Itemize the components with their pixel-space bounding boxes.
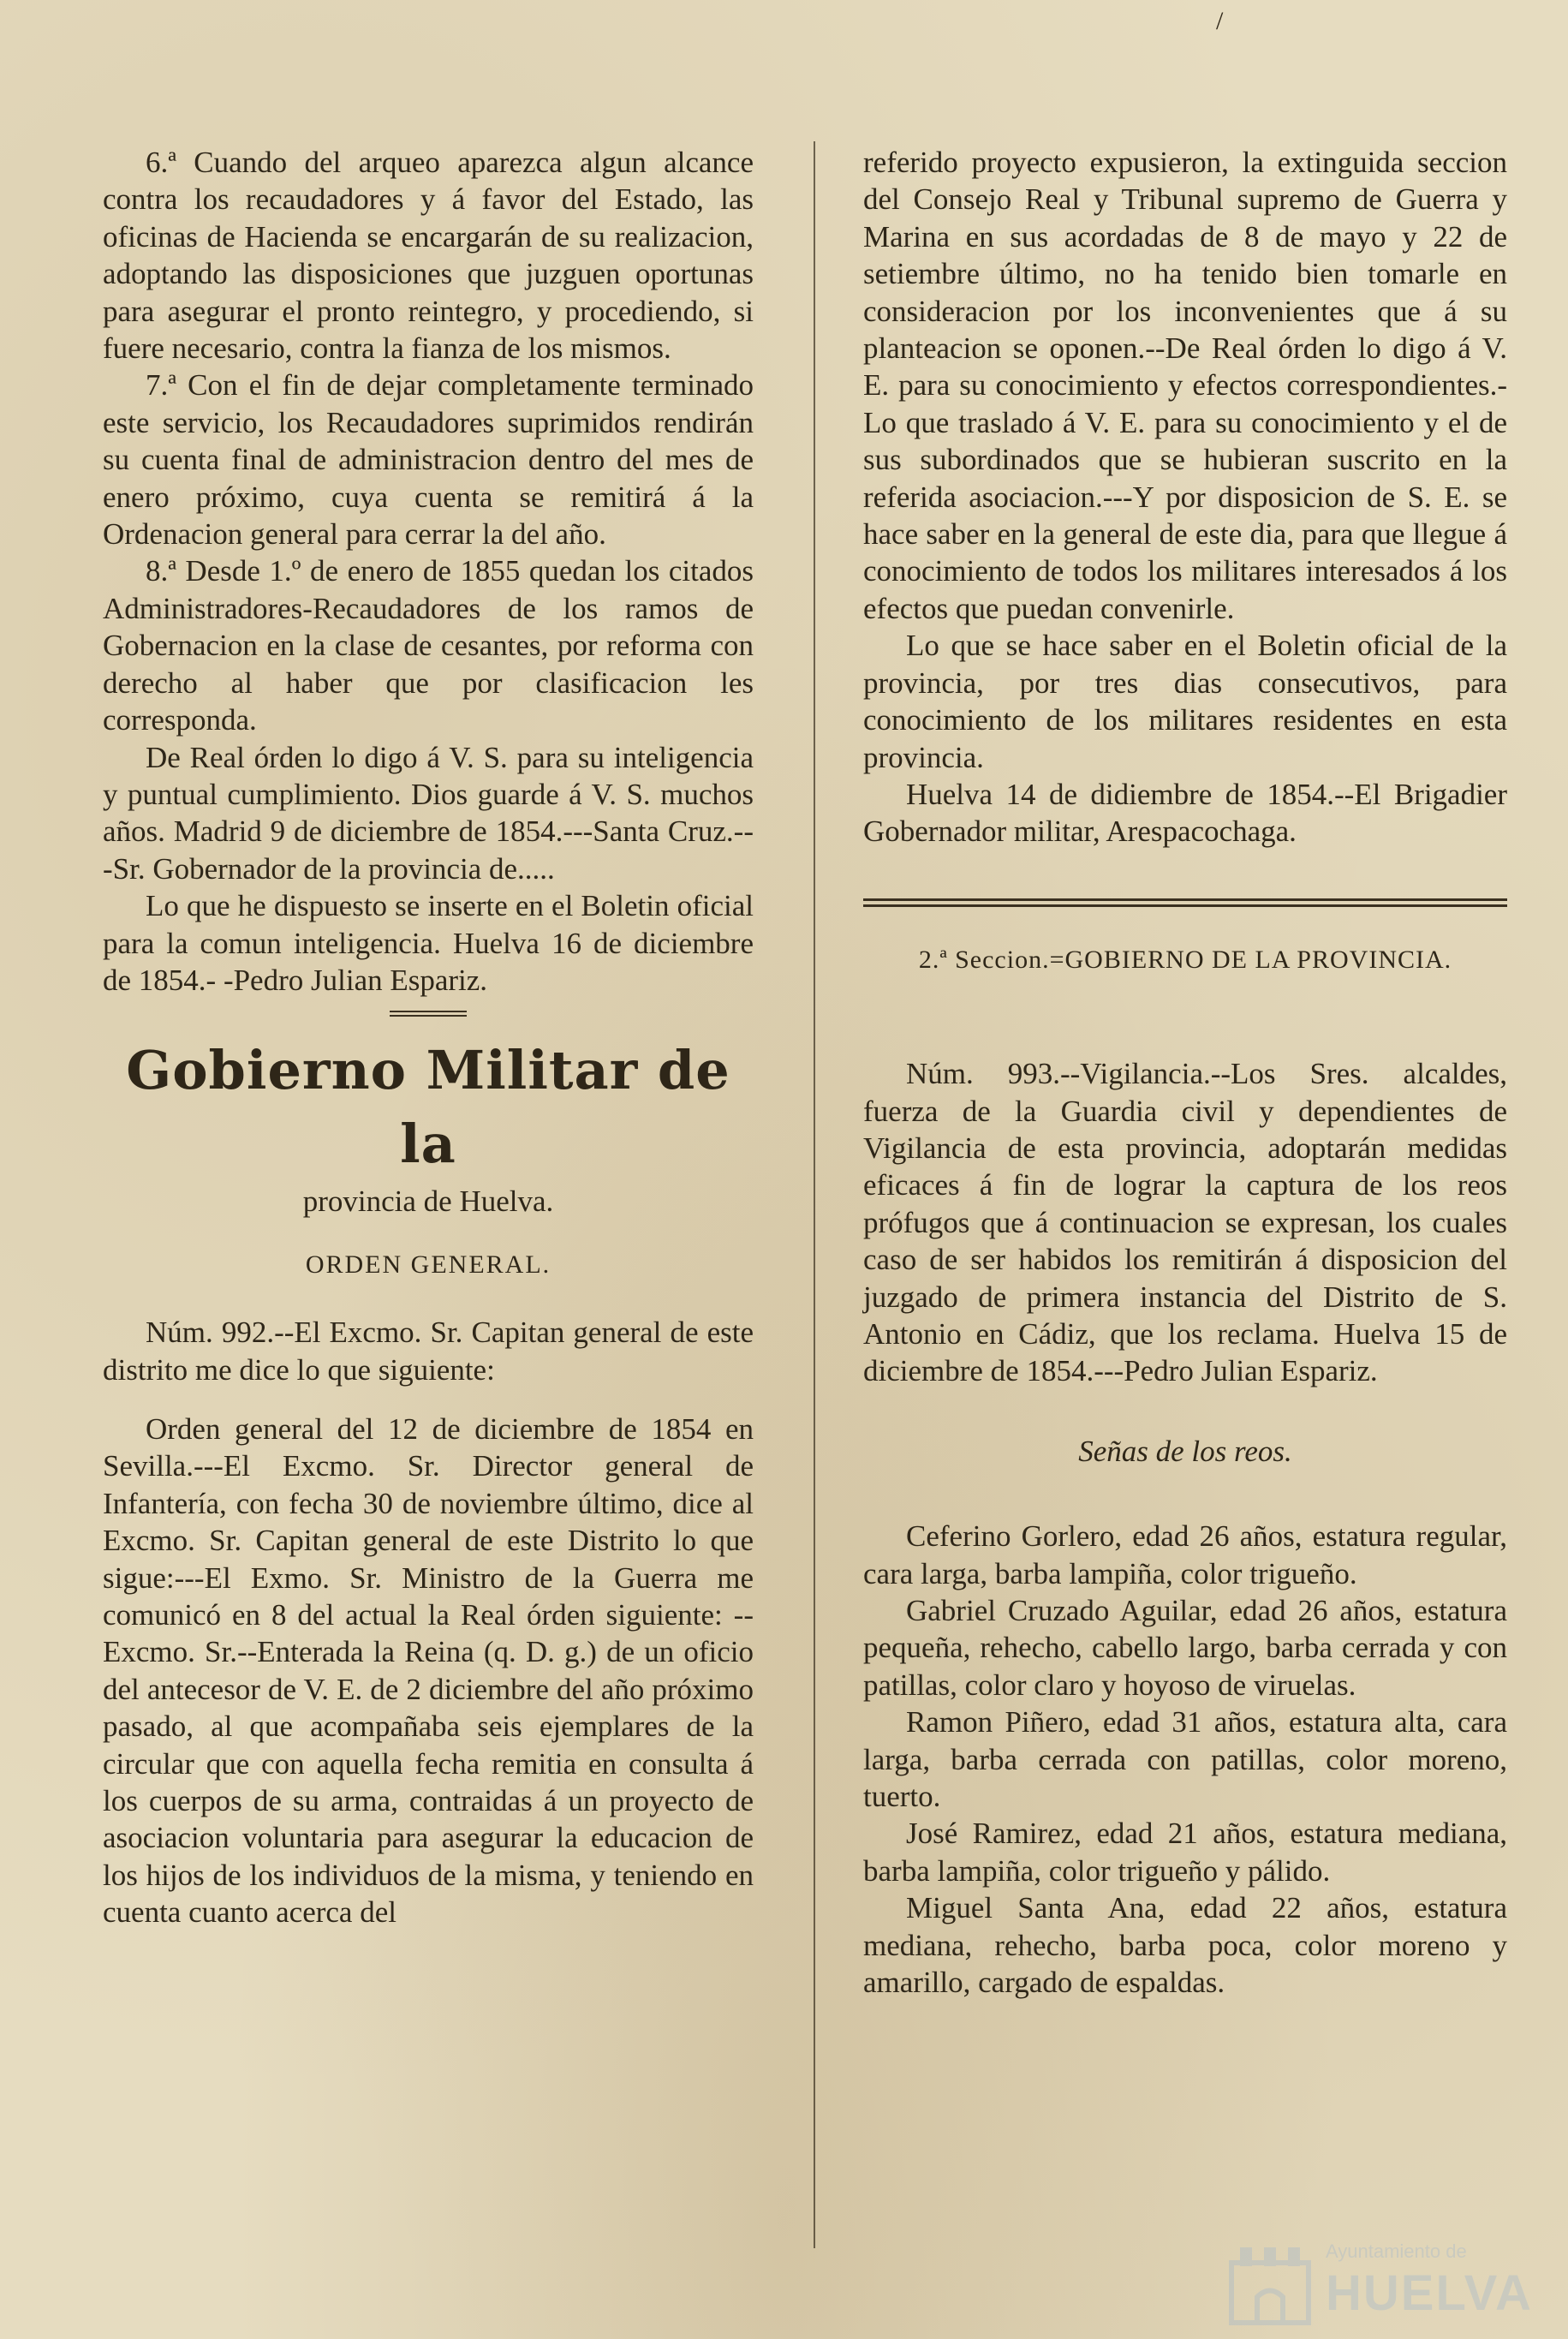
divider — [863, 898, 1507, 907]
list-item: Gabriel Cruzado Aguilar, edad 26 años, estatura pequeña, rehecho, cabello largo, barba cerrada y con patillas, color claro y hoyoso de viruelas. — [863, 1594, 1507, 1702]
list-item: Ramon Piñero, edad 31 años, estatura alta, cara larga, barba cerrada con patillas, color moreno, tuerto. — [863, 1705, 1507, 1814]
watermark-big-text: HUELVA — [1326, 2265, 1533, 2321]
paragraph: Lo que se hace saber en el Boletin oficial de la provincia, por tres dias consecutivos, para conocimiento de los militares residentes en esta provincia. — [863, 629, 1507, 774]
section-subtitle: provincia de Huelva. — [302, 1184, 554, 1219]
watermark — [1223, 2237, 1533, 2331]
paragraph: De Real órden lo digo á V. S. para su inteligencia y puntual cumplimiento. Dios guarde á V. S. muchos años. Madrid 9 de diciembre de 1854.---Santa Cruz.---Sr. Gobernador de la provincia de..... — [103, 740, 754, 886]
watermark-small-text: Ayuntamiento de — [1326, 2241, 1467, 2262]
paragraph: 8.ª Desde 1.º de enero de 1855 quedan los citados Administradores-Recaudadores de los ramos de Gobernacion en la clase de cesantes, por reforma con derecho al haber que por clasificacion les corresponda. — [103, 554, 754, 737]
senas-heading: Señas de los reos. — [1078, 1434, 1292, 1468]
paragraph: Orden general del 12 de diciembre de 1854 en Sevilla.---El Excmo. Sr. Director general de Infantería, con fecha 30 de noviembre último, dice al Excmo. Sr. Capitan general de este Distrito lo que sigue:---El Exmo. Sr. Ministro de la Guerra me comunicó en 8 del actual la Real órden siguiente: --Excmo. Sr.--Enterada la Reina (q. D. g.) de un oficio del antecesor de V. E. de 2 diciembre del año próximo pasado, al que acompañaba seis ejemplares de la circular que con aquella fecha remitia en consulta á los cuerpos de su arma, contraidas á un proyecto de asociacion voluntaria para asegurar la educacion de los hijos de los individuos de la misma, y teniendo en cuenta cuanto acerca del — [103, 1411, 754, 1930]
paragraph: Núm. 992.--El Excmo. Sr. Capitan general de este distrito me dice lo que siguiente: — [103, 1316, 754, 1387]
paragraph: 7.ª Con el fin de dejar completamente terminado este servicio, los Recaudadores suprimidos rendirán su cuenta final de administracion dentro del mes de enero próximo, cuya cuenta se remitirá á la Ordenacion general para cerrar la del año. — [103, 368, 754, 552]
left-column — [103, 144, 754, 1931]
paragraph: Huelva 14 de didiembre de 1854.--El Brigadier Gobernador militar, Arespacochaga. — [863, 777, 1507, 849]
orden-heading: ORDEN GENERAL. — [305, 1250, 551, 1279]
paragraph: Núm. 993.--Vigilancia.--Los Sres. alcaldes, fuerza de la Guardia civil y dependientes de Vigilancia de esta provincia, adoptarán medidas eficaces á fin de lograr la captura de los reos prófugos que á continuacion se expresan, los cuales caso de ser habidos los remitirán á disposicion del juzgado de primera instancia del Distrito de S. Antonio en Cádiz, que los reclama. Huelva 15 de diciembre de 1854.---Pedro Julian Espariz. — [863, 1057, 1507, 1388]
paragraph: referido proyecto expusieron, la extinguida seccion del Consejo Real y Tribunal supremo de Guerra y Marina en sus acordadas de 8 de mayo y 22 de setiembre último, no ha tenido bien tomarle en consideracion por los inconvenientes que á su planteacion se oponen.--De Real órden lo digo á V. E. para su conocimiento y efectos correspondientes.-Lo que traslado á V. E. para su conocimiento y el de sus subordinados que se hubieran suscrito en la referida asociacion.---Y por disposicion de S. E. se hace saber en la general de este dia, para que llegue á conocimiento de todos los militares interesados á los efectos que puedan convenirle. — [863, 146, 1507, 625]
castle-icon — [1223, 2237, 1317, 2331]
section-title: Gobierno Militar de la — [126, 1039, 730, 1176]
paragraph: Lo que he dispuesto se inserte en el Boletin oficial para la comun inteligencia. Huelva 16 de diciembre de 1854.- -Pedro Julian Espariz. — [103, 889, 754, 997]
page-number: / — [1216, 7, 1224, 35]
list-item: Miguel Santa Ana, edad 22 años, estatura mediana, rehecho, barba poca, color moreno y amarillo, cargado de espaldas. — [863, 1891, 1507, 2000]
section-heading: 2.ª Seccion.=GOBIERNO DE LA PROVINCIA. — [918, 945, 1452, 974]
list-item: Ceferino Gorlero, edad 26 años, estatura regular, cara larga, barba lampiña, color trigueño. — [863, 1519, 1507, 1590]
divider — [390, 1011, 467, 1017]
column-divider — [814, 141, 815, 2248]
list-item: José Ramirez, edad 21 años, estatura mediana, barba lampiña, color trigueño y pálido. — [863, 1817, 1507, 1888]
paragraph: 6.ª Cuando del arqueo aparezca algun alcance contra los recaudadores y á favor del Estado, las oficinas de Hacienda se encargarán de su realizacion, adoptando las disposiciones que juzguen oportunas para asegurar el pronto reintegro, y procediendo, si fuere necesario, contra la fianza de los mismos. — [103, 146, 754, 366]
right-column — [863, 144, 1507, 2001]
